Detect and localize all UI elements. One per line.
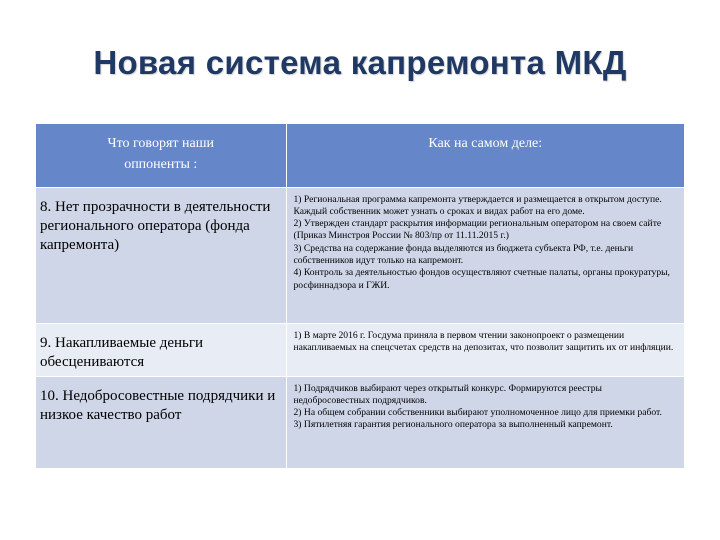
table-row bbox=[36, 323, 684, 376]
table-row bbox=[36, 376, 684, 468]
claim-cell: 10. Недобросовестные подрядчики и низкое качество работ bbox=[36, 376, 286, 468]
header-reality bbox=[286, 124, 684, 187]
slide-title: Новая система капремонта МКД bbox=[93, 44, 627, 81]
header-opponents-line2: оппоненты : bbox=[124, 157, 198, 172]
claim-cell: 8. Нет прозрачности в деятельности регионального оператора (фонда капремонта) bbox=[36, 187, 286, 323]
answer-item: 1) Подрядчиков выбирают через открытый конкурс. Формируются реестры недобросовестных подрядчиков. bbox=[293, 382, 602, 406]
header-opponents bbox=[36, 124, 286, 187]
answer-cell bbox=[286, 376, 684, 468]
answer-item: 2) Утвержден стандарт раскрытия информации региональным оператором на своем сайте (Приказ Минстроя России № 803/пр от 11.11.2015 г.) bbox=[293, 218, 662, 242]
answer-cell bbox=[286, 323, 684, 376]
comparison-table bbox=[36, 124, 684, 469]
answer-item: 3) Пятилетняя гарантия регионального оператора за выполненный капремонт. bbox=[293, 419, 613, 431]
answer-item: 3) Средства на содержание фонда выделяются из бюджета субъекта РФ, т.е. деньги собственников идут только на капремонт. bbox=[293, 242, 634, 266]
header-reality-label: Как на самом деле: bbox=[428, 136, 543, 151]
answer-item: 2) На общем собрании собственники выбирают уполномоченное лицо для приемки работ. bbox=[293, 407, 662, 419]
header-opponents-line1: Что говорят наши bbox=[107, 136, 214, 151]
answer-cell bbox=[286, 187, 684, 323]
answer-item: 1) Региональная программа капремонта утверждается и размещается в открытом доступе. Каждый собственник может узнать о сроках и видах работ на его доме. bbox=[293, 193, 662, 217]
answer-item: 1) В марте 2016 г. Госдума приняла в первом чтении законопроект о размещении накапливаемых на спецсчетах средств на депозитах, что позволит защитить их от инфляции. bbox=[293, 329, 674, 353]
claim-cell: 9. Накапливаемые деньги обесцениваются bbox=[36, 323, 286, 376]
table-row bbox=[36, 187, 684, 323]
answer-item: 4) Контроль за деятельностью фондов осуществляют счетные палаты, органы прокуратуры, росфиннадзора и ГЖИ. bbox=[293, 267, 670, 291]
